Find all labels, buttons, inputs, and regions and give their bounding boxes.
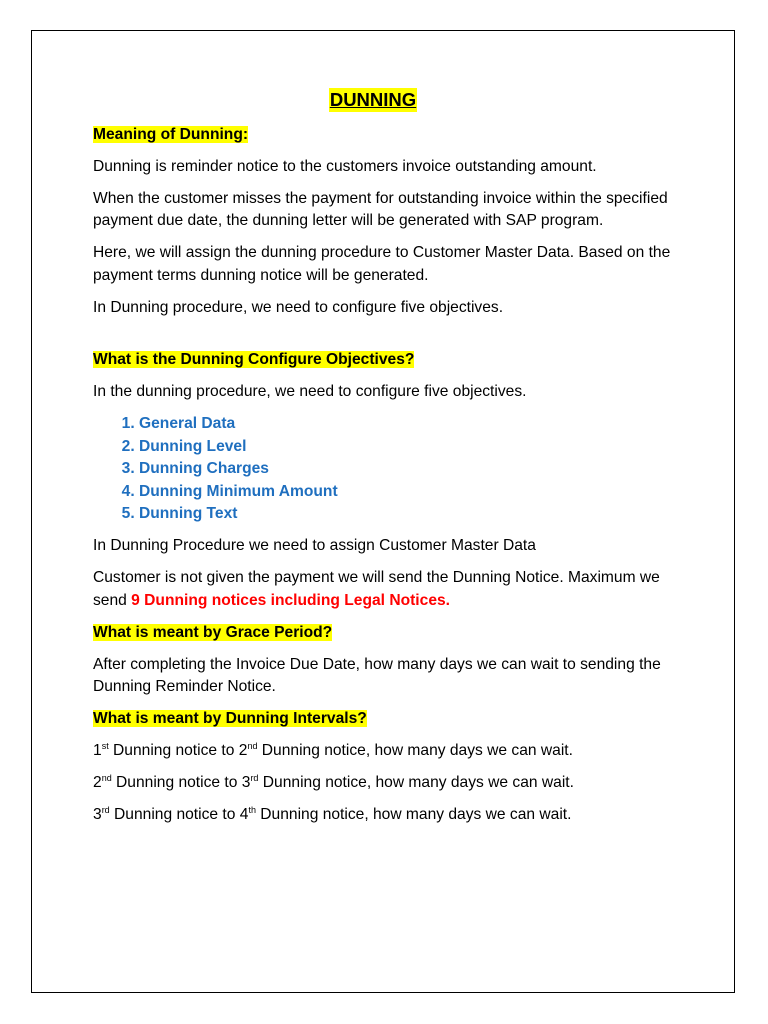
dunning-intervals-heading: What is meant by Dunning Intervals? — [93, 710, 367, 727]
interval-line — [93, 804, 693, 827]
ordinal-suffix: rd — [101, 805, 110, 815]
meaning-heading: Meaning of Dunning: — [93, 125, 249, 143]
interval-number: 2 — [238, 742, 248, 759]
objective-item: 4. Dunning Minimum Amount — [139, 481, 693, 504]
interval-text: Dunning notice, how many days we can wait. — [255, 806, 572, 823]
interval-number: 3 — [241, 774, 251, 791]
paragraph-five-objectives: In Dunning procedure, we need to configure five objectives. — [93, 298, 504, 316]
objective-item: 3. Dunning Charges — [139, 458, 693, 481]
interval-number: 2 — [93, 774, 102, 791]
interval-number: 3 — [93, 806, 102, 823]
objectives-heading: What is the Dunning Configure Objectives? — [93, 351, 415, 368]
ordinal-suffix: nd — [101, 773, 112, 783]
paragraph-assign-master-data: In Dunning Procedure we need to assign Customer Master Data — [93, 537, 536, 554]
interval-text: Dunning notice to — [111, 774, 242, 791]
paragraph-missed-payment: When the customer misses the payment for outstanding invoice within the specified payment due date, the dunning letter will be generated with SAP program. — [93, 189, 668, 229]
objective-item: 5. Dunning Text — [139, 503, 693, 526]
title-container — [0, 88, 746, 114]
paragraph-maximum-notices — [93, 567, 693, 612]
ordinal-suffix: rd — [250, 773, 259, 783]
meaning-heading-para — [93, 124, 693, 147]
ordinal-suffix: nd — [247, 741, 258, 751]
grace-heading-para — [93, 622, 693, 645]
maximum-notices-text: Customer is not given the payment we will send the Dunning Notice. Maximum we send — [93, 569, 660, 609]
objectives-heading-para — [93, 349, 693, 372]
interval-line — [93, 740, 693, 763]
grace-period-heading: What is meant by Grace Period? — [93, 623, 333, 641]
interval-number: 4 — [239, 806, 249, 823]
document-body — [93, 88, 693, 836]
paragraph-definition: Dunning is reminder notice to the customers invoice outstanding amount. — [93, 157, 597, 175]
objective-item: 2. Dunning Level — [139, 436, 693, 459]
document-title: DUNNING — [329, 89, 417, 110]
interval-text: Dunning notice, how many days we can wait. — [258, 774, 574, 791]
ordinal-suffix: st — [101, 741, 109, 751]
interval-line — [93, 772, 693, 795]
interval-text: Dunning notice, how many days we can wait. — [257, 742, 573, 759]
paragraph-grace-period: After completing the Invoice Due Date, how many days we can wait to sending the Dunning Reminder Notice. — [93, 655, 661, 695]
intervals-heading-para — [93, 708, 693, 731]
paragraph-assign-procedure: Here, we will assign the dunning procedure to Customer Master Data. Based on the payment terms dunning notice will be generated. — [93, 244, 671, 284]
objective-item: 1. General Data — [139, 413, 693, 436]
interval-number: 1 — [93, 742, 102, 759]
interval-text: Dunning notice to — [108, 742, 239, 759]
interval-text: Dunning notice to — [109, 806, 240, 823]
paragraph-configure-objectives: In the dunning procedure, we need to configure five objectives. — [93, 383, 527, 400]
objectives-list — [93, 413, 693, 526]
maximum-notices-emphasis: 9 Dunning notices including Legal Notices. — [131, 591, 450, 609]
ordinal-suffix: th — [248, 805, 256, 815]
